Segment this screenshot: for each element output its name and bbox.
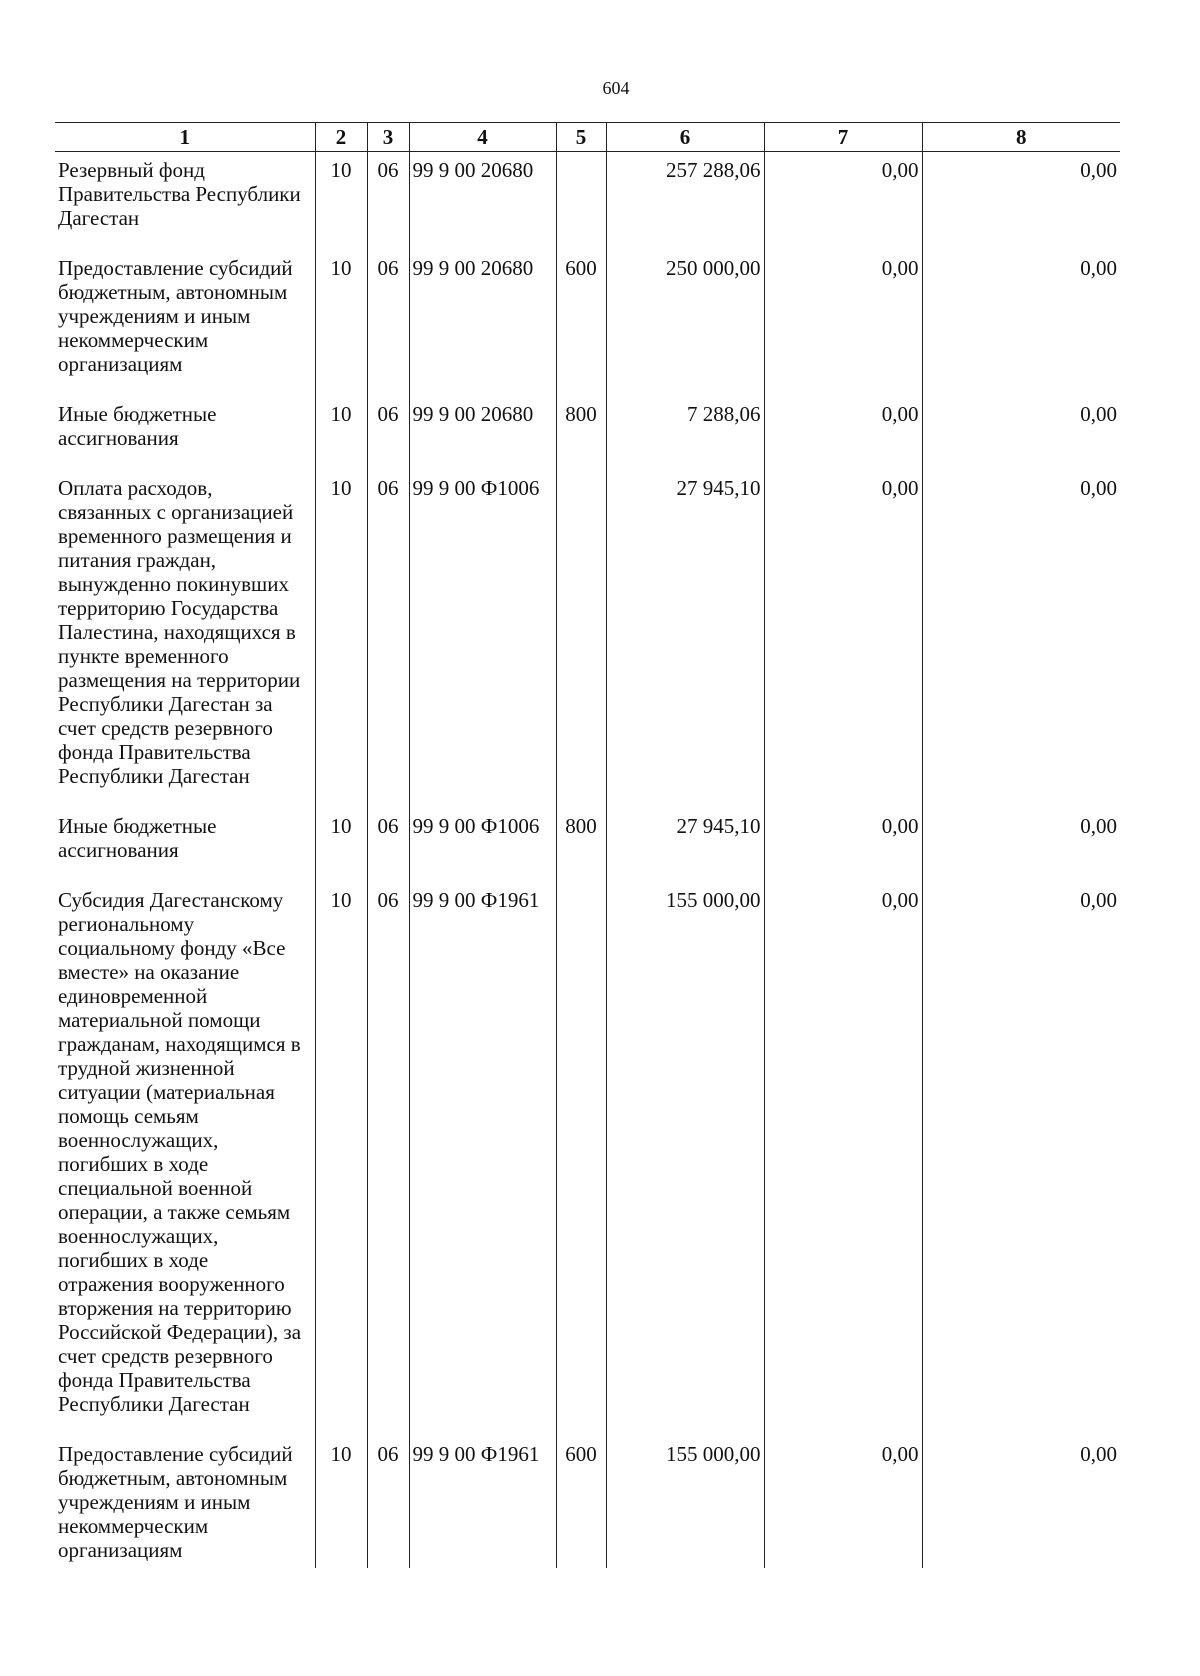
expense-type-code: 600 [556,1436,606,1568]
column-header: 1 [55,123,315,152]
row-name: Субсидия Дагестанскому региональному социальному фонду «Все вместе» на оказание единовременной материальной помощи гражданам, находящимся в трудной жизненной ситуации (материальная помощь семьям военнослужащих, погибших в ходе специальной военной операции, а также семьям военнослужащих, погибших в ходе отражения вооруженного вторжения на территорию Российской Федерации), за счет средств резервного фонда Правительства Республики Дагестан [58,888,302,1416]
row-name: Оплата расходов, связанных с организацией временного размещения и питания граждан, вынужденно покинувших территорию Государства Палестина, находящихся в пункте временного размещения на территории Республики Дагестан за счет средств резервного фонда Правительства Республики Дагестан [58,476,301,788]
table-row [55,882,1120,1436]
amount-col-8: 0,00 [922,470,1120,808]
target-article-code: 99 9 00 20680 [409,152,556,251]
amount-col-7: 0,00 [764,250,922,396]
section-code: 10 [315,808,367,882]
target-article-code: 99 9 00 Ф1006 [409,470,556,808]
section-code: 10 [315,396,367,470]
row-name: Предоставление субсидий бюджетным, автономным учреждениям и иным некоммерческим организациям [58,1442,293,1562]
section-code: 10 [315,152,367,251]
amount-col-6: 155 000,00 [606,882,764,1436]
target-article-code: 99 9 00 20680 [409,250,556,396]
target-article-code: 99 9 00 Ф1006 [409,808,556,882]
page-number: 604 [602,78,630,98]
amount-col-6: 27 945,10 [606,808,764,882]
amount-col-8: 0,00 [922,396,1120,470]
amount-col-8: 0,00 [922,152,1120,251]
amount-col-8: 0,00 [922,808,1120,882]
target-article-code: 99 9 00 Ф1961 [409,882,556,1436]
section-code: 10 [315,1436,367,1568]
subsection-code: 06 [367,808,409,882]
expense-type-code [556,470,606,808]
column-header: 5 [556,123,606,152]
table-row [55,1436,1120,1568]
table-row [55,396,1120,470]
amount-col-6: 250 000,00 [606,250,764,396]
row-name: Иные бюджетные ассигнования [58,402,217,450]
row-name: Резервный фонд Правительства Республики Дагестан [58,158,301,230]
amount-col-8: 0,00 [922,1436,1120,1568]
amount-col-7: 0,00 [764,808,922,882]
expense-type-code [556,882,606,1436]
column-header: 8 [922,123,1120,152]
subsection-code: 06 [367,396,409,470]
expense-type-code: 800 [556,808,606,882]
table-row [55,152,1120,251]
target-article-code: 99 9 00 20680 [409,396,556,470]
row-name: Иные бюджетные ассигнования [58,814,217,862]
subsection-code: 06 [367,470,409,808]
column-header: 2 [315,123,367,152]
subsection-code: 06 [367,882,409,1436]
row-name: Предоставление субсидий бюджетным, автономным учреждениям и иным некоммерческим организациям [58,256,293,376]
subsection-code: 06 [367,152,409,251]
amount-col-7: 0,00 [764,1436,922,1568]
expense-type-code [556,152,606,251]
section-code: 10 [315,470,367,808]
column-header: 6 [606,123,764,152]
amount-col-6: 27 945,10 [606,470,764,808]
amount-col-8: 0,00 [922,882,1120,1436]
amount-col-6: 257 288,06 [606,152,764,251]
amount-col-7: 0,00 [764,470,922,808]
column-header: 7 [764,123,922,152]
amount-col-8: 0,00 [922,250,1120,396]
column-header: 3 [367,123,409,152]
amount-col-6: 155 000,00 [606,1436,764,1568]
table-row [55,250,1120,396]
expense-type-code: 800 [556,396,606,470]
table-header-row [55,123,1120,152]
subsection-code: 06 [367,250,409,396]
amount-col-6: 7 288,06 [606,396,764,470]
column-header: 4 [409,123,556,152]
budget-table [55,122,1120,1568]
amount-col-7: 0,00 [764,152,922,251]
amount-col-7: 0,00 [764,882,922,1436]
table-row [55,470,1120,808]
section-code: 10 [315,882,367,1436]
subsection-code: 06 [367,1436,409,1568]
amount-col-7: 0,00 [764,396,922,470]
section-code: 10 [315,250,367,396]
table-row [55,808,1120,882]
expense-type-code: 600 [556,250,606,396]
target-article-code: 99 9 00 Ф1961 [409,1436,556,1568]
